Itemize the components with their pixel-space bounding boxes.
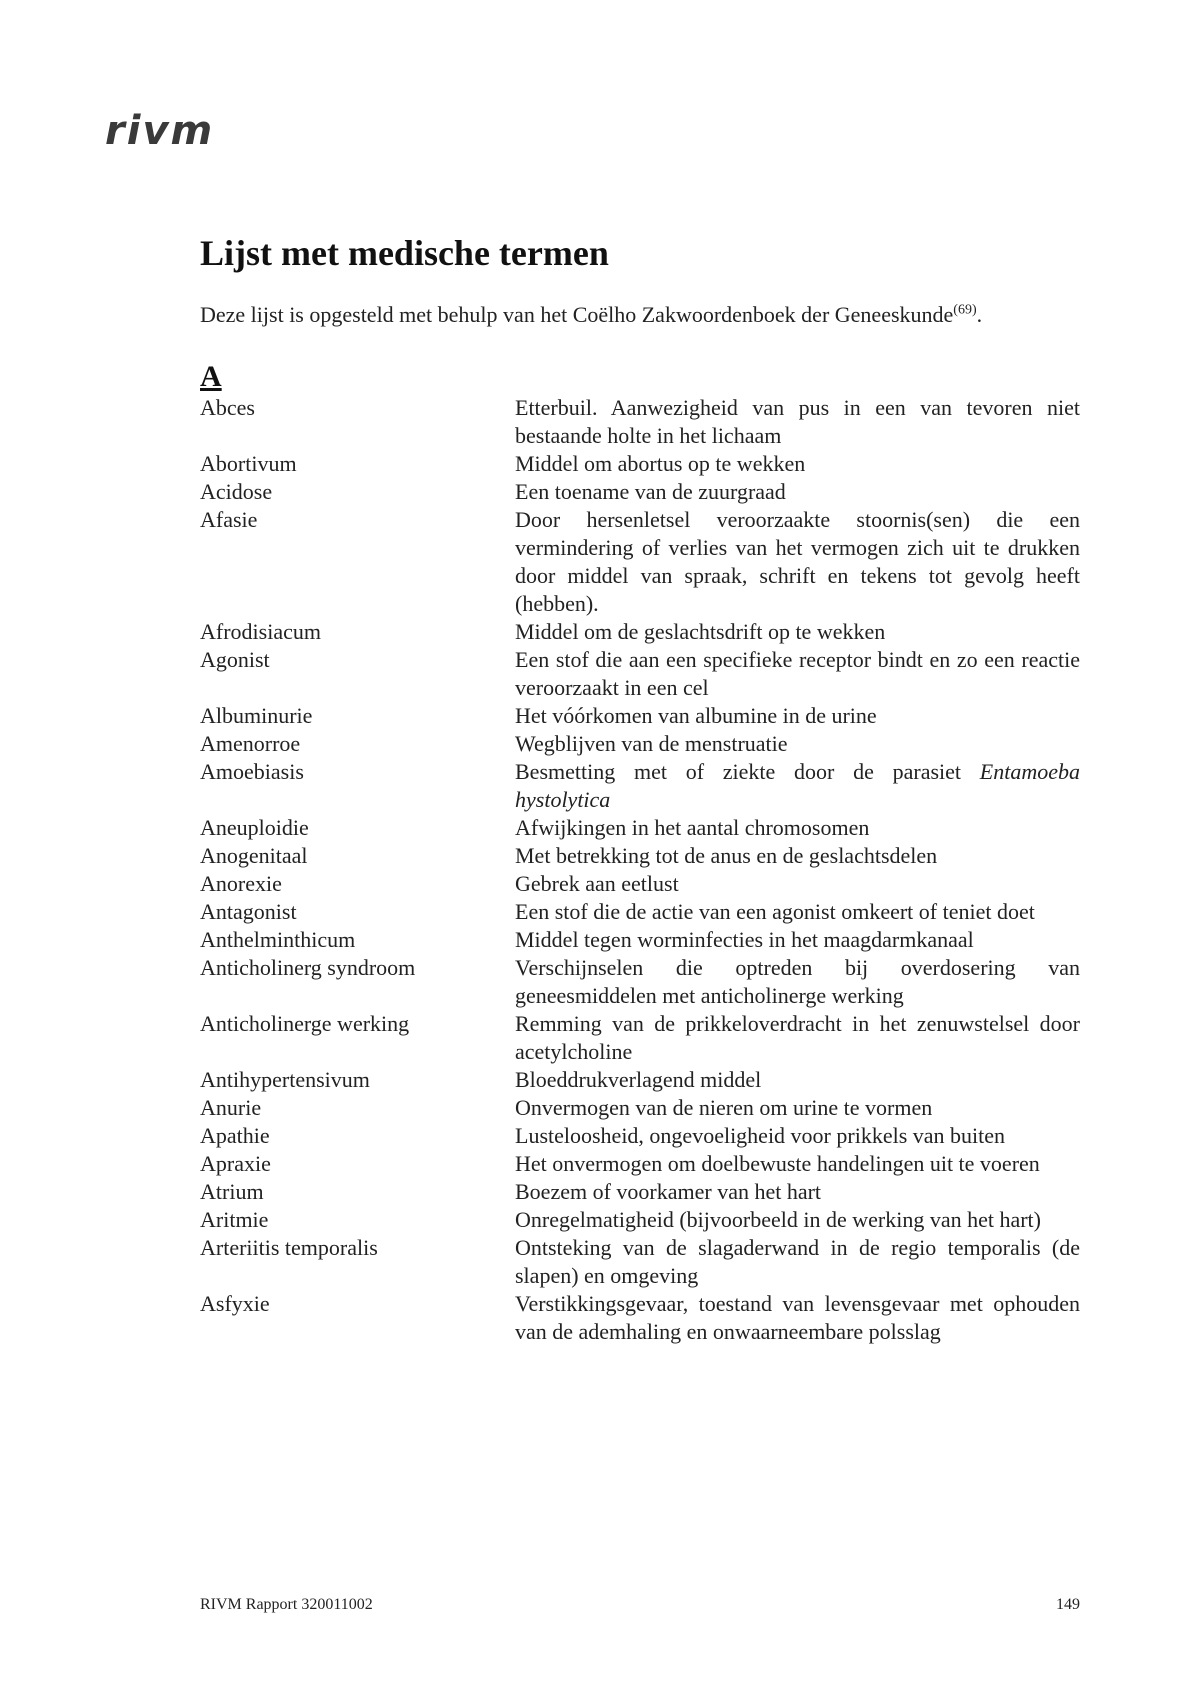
glossary-term: Anogenitaal bbox=[200, 843, 308, 868]
glossary-term: Aneuploidie bbox=[200, 815, 309, 840]
definition-text: Middel om de geslachtsdrift op te wekken bbox=[515, 619, 886, 644]
glossary-row bbox=[200, 926, 1080, 954]
glossary-term: Atrium bbox=[200, 1179, 264, 1204]
glossary-definition bbox=[515, 478, 1080, 506]
page-title: Lijst met medische termen bbox=[200, 233, 609, 273]
glossary-term: Arteriitis temporalis bbox=[200, 1235, 378, 1260]
glossary-definition bbox=[515, 730, 1080, 758]
glossary-definition bbox=[515, 1234, 1080, 1290]
glossary-row bbox=[200, 450, 1080, 478]
glossary-term: Aritmie bbox=[200, 1207, 269, 1232]
definition-text: Verschijnselen die optreden bij overdosering van geneesmiddelen met anticholinerge werking bbox=[515, 955, 1080, 1008]
glossary-term: Abortivum bbox=[200, 451, 297, 476]
reference-number: (69) bbox=[953, 302, 977, 318]
glossary-term: Agonist bbox=[200, 647, 270, 672]
glossary-definition bbox=[515, 1066, 1080, 1094]
glossary-term: Albuminurie bbox=[200, 703, 313, 728]
intro-text bbox=[200, 302, 982, 328]
definition-text: Gebrek aan eetlust bbox=[515, 871, 679, 896]
footer-report: RIVM Rapport 320011002 bbox=[200, 1596, 373, 1613]
glossary-term: Afasie bbox=[200, 507, 258, 532]
glossary-row bbox=[200, 730, 1080, 758]
definition-text: Remming van de prikkeloverdracht in het zenuwstelsel door acetylcholine bbox=[515, 1011, 1080, 1064]
glossary-definition bbox=[515, 1290, 1080, 1346]
glossary-row bbox=[200, 394, 1080, 450]
glossary-definition bbox=[515, 1010, 1080, 1066]
glossary-definition bbox=[515, 1150, 1080, 1178]
definition-text: Door hersenletsel veroorzaakte stoornis(sen) die een vermindering of verlies van het vermogen zich uit te drukken door middel van spraak, schrift en tekens tot gevolg heeft (hebben). bbox=[515, 507, 1080, 616]
glossary-row bbox=[200, 478, 1080, 506]
glossary-definition bbox=[515, 450, 1080, 478]
definition-text: Wegblijven van de menstruatie bbox=[515, 731, 788, 756]
glossary-row bbox=[200, 702, 1080, 730]
glossary-definition bbox=[515, 870, 1080, 898]
section-letter: A bbox=[200, 360, 222, 393]
glossary-definition bbox=[515, 394, 1080, 450]
glossary-term: Amoebiasis bbox=[200, 759, 304, 784]
definition-text: Een stof die aan een specifieke receptor bindt en zo een reactie veroorzaakt in een cel bbox=[515, 647, 1080, 700]
glossary-row bbox=[200, 618, 1080, 646]
glossary-definition bbox=[515, 702, 1080, 730]
glossary-row bbox=[200, 1206, 1080, 1234]
definition-text: Middel tegen worminfecties in het maagdarmkanaal bbox=[515, 927, 974, 952]
definition-text: Met betrekking tot de anus en de geslachtsdelen bbox=[515, 843, 938, 868]
glossary-definition bbox=[515, 1094, 1080, 1122]
definition-text: Afwijkingen in het aantal chromosomen bbox=[515, 815, 870, 840]
definition-text: Bloeddrukverlagend middel bbox=[515, 1067, 762, 1092]
rivm-logo: rivm bbox=[105, 108, 215, 154]
glossary-row bbox=[200, 1066, 1080, 1094]
intro-sentence: Deze lijst is opgesteld met behulp van het Coëlho Zakwoordenboek der Geneeskunde bbox=[200, 302, 954, 327]
glossary-term: Anthelminthicum bbox=[200, 927, 356, 952]
definition-italic-text: Entamoeba hystolytica bbox=[515, 759, 1080, 812]
definition-text: Verstikkingsgevaar, toestand van levensgevaar met ophouden van de ademhaling en onwaarneembare polsslag bbox=[515, 1291, 1080, 1344]
glossary-definition bbox=[515, 814, 1080, 842]
glossary-definition bbox=[515, 1206, 1080, 1234]
glossary-row bbox=[200, 758, 1080, 814]
intro-period: . bbox=[976, 302, 983, 327]
definition-text: Een toename van de zuurgraad bbox=[515, 479, 786, 504]
glossary-definition bbox=[515, 618, 1080, 646]
glossary-term: Anurie bbox=[200, 1095, 262, 1120]
glossary-row bbox=[200, 1150, 1080, 1178]
glossary-term: Apraxie bbox=[200, 1151, 271, 1176]
glossary-definition bbox=[515, 926, 1080, 954]
glossary-table bbox=[200, 394, 1080, 1346]
glossary-row bbox=[200, 954, 1080, 1010]
glossary-row bbox=[200, 1094, 1080, 1122]
definition-text: Besmetting met of ziekte door de parasiet bbox=[515, 759, 962, 784]
glossary-row bbox=[200, 1234, 1080, 1290]
glossary-term: Afrodisiacum bbox=[200, 619, 321, 644]
glossary-definition bbox=[515, 898, 1080, 926]
glossary-definition bbox=[515, 842, 1080, 870]
glossary-definition bbox=[515, 1178, 1080, 1206]
definition-text: Onregelmatigheid (bijvoorbeeld in de werking van het hart) bbox=[515, 1207, 1041, 1232]
glossary-term: Antihypertensivum bbox=[200, 1067, 370, 1092]
glossary-row bbox=[200, 646, 1080, 702]
glossary-term: Amenorroe bbox=[200, 731, 301, 756]
glossary-row bbox=[200, 1178, 1080, 1206]
glossary-definition bbox=[515, 1122, 1080, 1150]
definition-text: Een stof die de actie van een agonist omkeert of teniet doet bbox=[515, 899, 1035, 924]
glossary-row bbox=[200, 1290, 1080, 1346]
glossary-row bbox=[200, 814, 1080, 842]
glossary-term: Acidose bbox=[200, 479, 273, 504]
glossary-term: Anticholinerge werking bbox=[200, 1011, 410, 1036]
glossary-definition bbox=[515, 954, 1080, 1010]
glossary-row bbox=[200, 506, 1080, 618]
glossary-term: Abces bbox=[200, 395, 255, 420]
glossary-body bbox=[200, 394, 1080, 1346]
glossary-row bbox=[200, 842, 1080, 870]
glossary-term: Anorexie bbox=[200, 871, 282, 896]
definition-text: Boezem of voorkamer van het hart bbox=[515, 1179, 822, 1204]
glossary-row bbox=[200, 1122, 1080, 1150]
page-number: 149 bbox=[1056, 1596, 1080, 1613]
glossary-definition bbox=[515, 758, 1080, 814]
definition-text: Etterbuil. Aanwezigheid van pus in een van tevoren niet bestaande holte in het lichaam bbox=[515, 395, 1080, 448]
glossary-definition bbox=[515, 646, 1080, 702]
definition-text: Ontsteking van de slagaderwand in de regio temporalis (de slapen) en omgeving bbox=[515, 1235, 1080, 1288]
glossary-term: Antagonist bbox=[200, 899, 297, 924]
glossary-row bbox=[200, 870, 1080, 898]
glossary-row bbox=[200, 1010, 1080, 1066]
glossary-term: Apathie bbox=[200, 1123, 270, 1148]
glossary-row bbox=[200, 898, 1080, 926]
definition-text: Onvermogen van de nieren om urine te vormen bbox=[515, 1095, 933, 1120]
definition-text: Middel om abortus op te wekken bbox=[515, 451, 806, 476]
definition-text: Het vóórkomen van albumine in de urine bbox=[515, 703, 877, 728]
glossary-term: Anticholinerg syndroom bbox=[200, 955, 416, 980]
glossary-definition bbox=[515, 506, 1080, 618]
definition-text: Het onvermogen om doelbewuste handelingen uit te voeren bbox=[515, 1151, 1040, 1176]
glossary-term: Asfyxie bbox=[200, 1291, 270, 1316]
definition-text: Lusteloosheid, ongevoeligheid voor prikkels van buiten bbox=[515, 1123, 1006, 1148]
